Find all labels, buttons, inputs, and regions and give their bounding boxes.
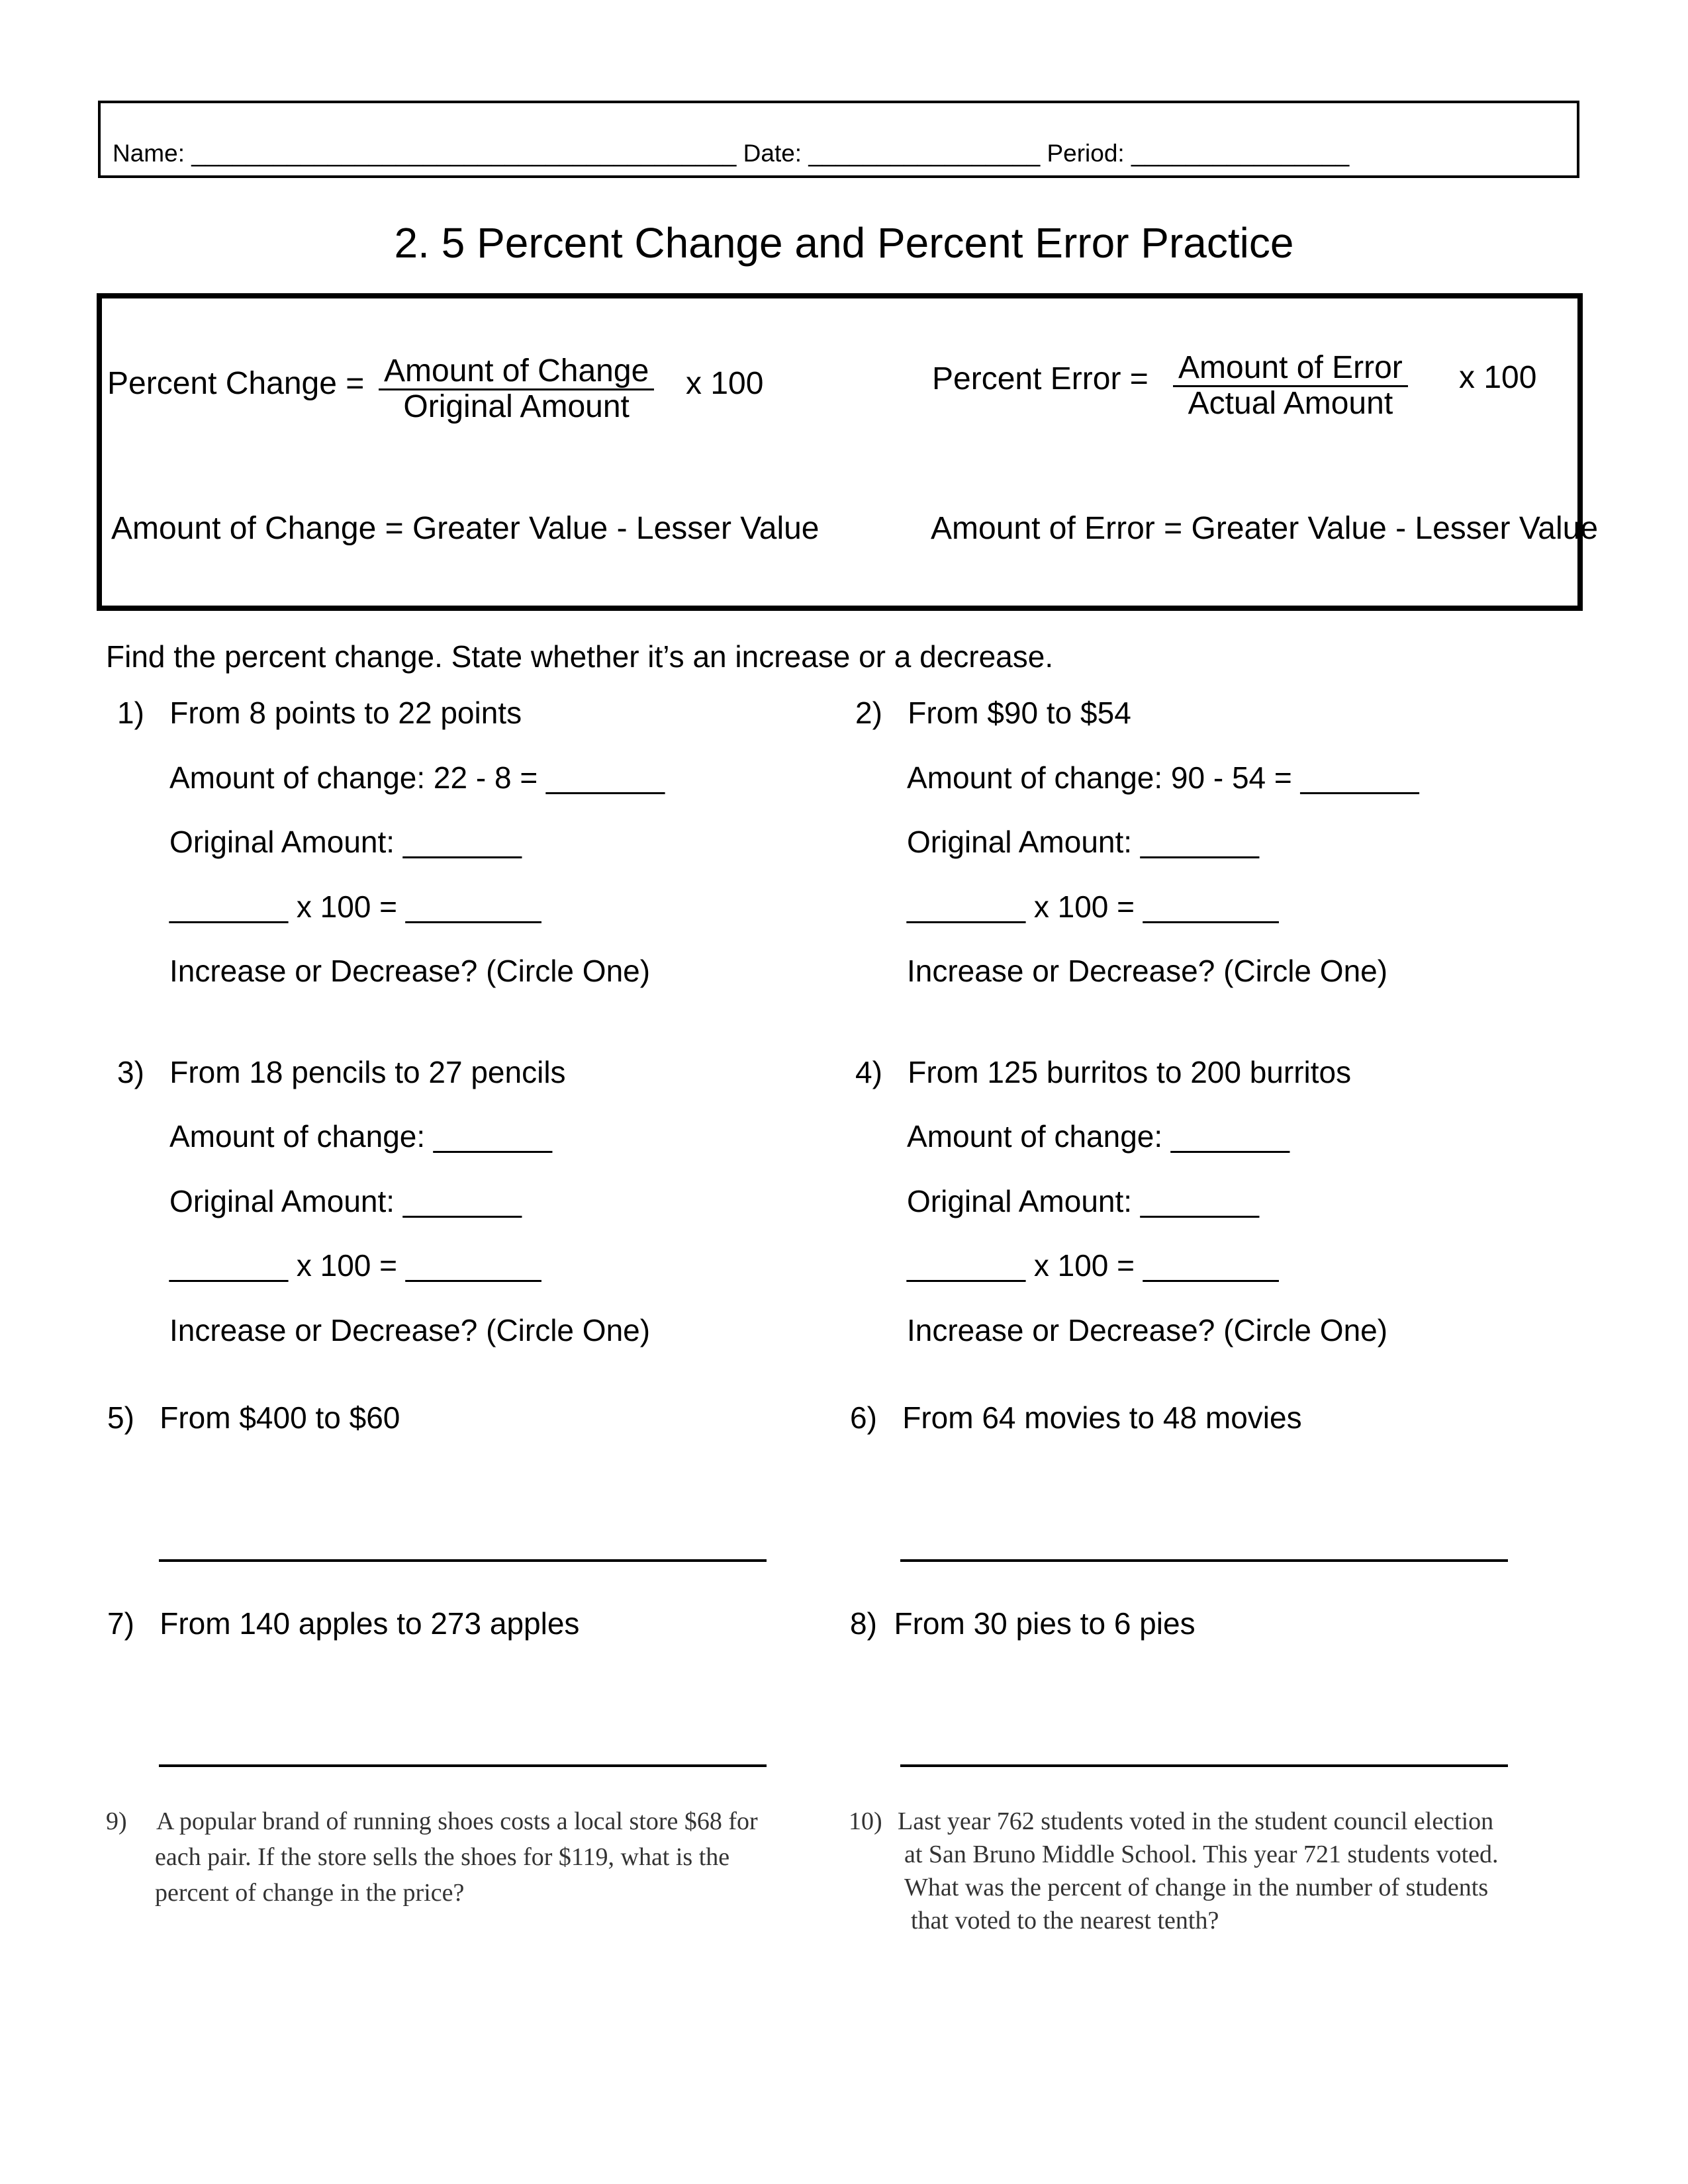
word-problem-10-line-4: that voted to the nearest tenth?	[911, 1907, 1219, 1934]
problem-2-step-circle[interactable]: Increase or Decrease? (Circle One)	[907, 954, 1388, 988]
problem-text: From 30 pies to 6 pies	[894, 1606, 1196, 1641]
problem-4-step-multiply[interactable]: _______ x 100 = ________	[907, 1248, 1279, 1283]
problem-text: From 8 points to 22 points	[169, 696, 522, 730]
percent-error-fraction	[1173, 351, 1408, 420]
problem-6-answer-line[interactable]	[900, 1559, 1508, 1562]
percent-change-label: Percent Change =	[107, 366, 365, 401]
problem-4-step-amount[interactable]: Amount of change: _______	[907, 1119, 1290, 1154]
problem-text: From $400 to $60	[160, 1400, 400, 1435]
problem-number: 10)	[849, 1807, 882, 1835]
percent-error-label: Percent Error =	[932, 361, 1149, 396]
word-problem-9-line-2: each pair. If the store sells the shoes for $119, what is the	[155, 1843, 730, 1871]
word-problem-9	[106, 1804, 854, 1917]
problem-7	[107, 1606, 579, 1641]
student-info-box	[98, 101, 1579, 178]
problem-number: 8)	[850, 1606, 877, 1641]
problem-number: 4)	[855, 1055, 882, 1089]
problem-text: From 64 movies to 48 movies	[902, 1400, 1302, 1435]
problem-1-step-multiply[interactable]: _______ x 100 = ________	[169, 889, 541, 924]
problem-number: 5)	[107, 1400, 134, 1435]
problem-3-step-original[interactable]: Original Amount: _______	[169, 1184, 522, 1218]
problem-number: 3)	[117, 1055, 144, 1089]
problem-5	[107, 1400, 400, 1435]
problem-1-step-original[interactable]: Original Amount: _______	[169, 825, 522, 859]
percent-change-fraction	[379, 354, 654, 424]
page-title: 2. 5 Percent Change and Percent Error Practice	[394, 219, 1294, 267]
problem-8-answer-line[interactable]	[900, 1764, 1508, 1767]
problem-number: 6)	[850, 1400, 877, 1435]
word-problem-10-line-1: Last year 762 students voted in the student council election	[898, 1807, 1494, 1835]
problem-6	[850, 1400, 1302, 1435]
student-info-line[interactable]: Name: ________________________________________ Date: _________________ Period: ________________	[113, 140, 1350, 167]
word-problem-10-line-3: What was the percent of change in the number of students	[904, 1874, 1489, 1901]
problem-2-step-amount[interactable]: Amount of change: 90 - 54 = _______	[907, 760, 1419, 795]
problem-7-answer-line[interactable]	[159, 1764, 767, 1767]
word-problem-9-line-1: A popular brand of running shoes costs a local store $68 for	[156, 1807, 758, 1835]
problem-number: 9)	[106, 1807, 127, 1835]
problem-2	[855, 695, 1131, 731]
problem-5-answer-line[interactable]	[159, 1559, 767, 1562]
problem-text: From 140 apples to 273 apples	[160, 1606, 580, 1641]
formula-box	[97, 293, 1599, 611]
problem-4-step-circle[interactable]: Increase or Decrease? (Circle One)	[907, 1313, 1388, 1347]
amount-of-change-rule: Amount of Change = Greater Value - Lesser Value	[111, 511, 820, 546]
problem-number: 2)	[855, 696, 882, 730]
problem-text: From $90 to $54	[908, 696, 1131, 730]
percent-error-multiplier: x 100	[1459, 360, 1537, 395]
percent-error-numerator: Amount of Error	[1173, 351, 1408, 387]
problem-1	[117, 695, 522, 731]
problem-4-step-original[interactable]: Original Amount: _______	[907, 1184, 1259, 1218]
problem-3	[117, 1054, 566, 1090]
problem-2-step-multiply[interactable]: _______ x 100 = ________	[907, 889, 1279, 924]
problem-text: From 125 burritos to 200 burritos	[908, 1055, 1352, 1089]
instructions: Find the percent change. State whether it’s an increase or a decrease.	[106, 639, 1054, 674]
problem-1-step-circle[interactable]: Increase or Decrease? (Circle One)	[169, 954, 651, 988]
problem-4	[855, 1054, 1351, 1090]
problem-3-step-amount[interactable]: Amount of change: _______	[169, 1119, 553, 1154]
problem-1-step-amount[interactable]: Amount of change: 22 - 8 = _______	[169, 760, 665, 795]
problem-text: From 18 pencils to 27 pencils	[169, 1055, 566, 1089]
percent-change-denominator: Original Amount	[403, 389, 630, 424]
percent-change-multiplier: x 100	[686, 366, 764, 401]
problem-2-step-original[interactable]: Original Amount: _______	[907, 825, 1259, 859]
problem-8	[850, 1606, 1196, 1641]
word-problem-10	[849, 1804, 1590, 1950]
percent-error-denominator: Actual Amount	[1188, 386, 1393, 421]
amount-of-error-rule: Amount of Error = Greater Value - Lesser Value	[931, 511, 1599, 546]
problem-number: 1)	[117, 696, 144, 730]
word-problem-9-line-3: percent of change in the price?	[155, 1879, 465, 1907]
problem-3-step-circle[interactable]: Increase or Decrease? (Circle One)	[169, 1313, 651, 1347]
problem-3-step-multiply[interactable]: _______ x 100 = ________	[169, 1248, 541, 1283]
word-problem-10-line-2: at San Bruno Middle School. This year 721 students voted.	[904, 1841, 1499, 1868]
percent-change-numerator: Amount of Change	[379, 354, 654, 390]
problem-number: 7)	[107, 1606, 134, 1641]
